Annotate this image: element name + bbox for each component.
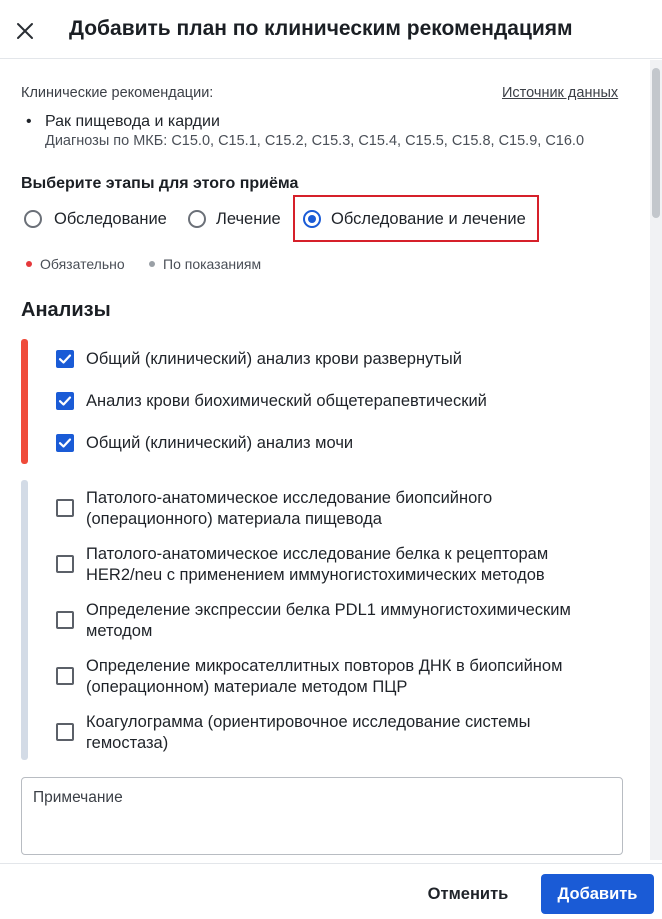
- item-label-line: Определение экспрессии белка PDL1 иммуногистохимическим: [86, 601, 571, 619]
- stages-title: Выберите этапы для этого приёма: [21, 175, 299, 192]
- item-label: Анализ крови биохимический общетерапевтический: [86, 392, 487, 410]
- checkbox-unchecked[interactable]: [56, 667, 74, 685]
- radio-label: Обследование и лечение: [331, 210, 526, 228]
- checkbox-checked[interactable]: [56, 392, 74, 410]
- dialog-footer: [0, 863, 662, 919]
- item-label-line: гемостаза): [86, 734, 169, 752]
- close-icon[interactable]: [13, 19, 37, 43]
- checkbox-unchecked[interactable]: [56, 611, 74, 629]
- optional-dot-icon: [149, 261, 155, 267]
- data-source-link[interactable]: Источник данных: [502, 85, 619, 101]
- item-label-line: Патолого-анатомическое исследование биопсийного: [86, 489, 493, 507]
- item-label-line: Патолого-анатомическое исследование белка к рецепторам: [86, 545, 549, 563]
- checkbox-checked[interactable]: [56, 434, 74, 452]
- diagnoses-text: Диагнозы по МКБ: C15.0, C15.1, C15.2, C15.3, C15.4, C15.5, C15.8, C15.9, C16.0: [45, 133, 585, 149]
- checkbox-unchecked[interactable]: [56, 499, 74, 517]
- item-label-line: Коагулограмма (ориентировочное исследование системы: [86, 713, 531, 731]
- item-label: Общий (клинический) анализ крови развернутый: [86, 350, 462, 368]
- radio-label: Обследование: [54, 210, 167, 228]
- radio-label: Лечение: [216, 210, 281, 228]
- item-label: [86, 712, 530, 754]
- item-label-line: Определение микросателлитных повторов ДНК в биопсийном: [86, 657, 563, 675]
- legend-optional: [149, 256, 261, 272]
- recommendations-label: Клинические рекомендации:: [21, 85, 214, 101]
- add-button[interactable]: Добавить: [541, 874, 654, 914]
- dialog-title: Добавить план по клиническим рекомендациям: [69, 17, 573, 40]
- item-label-line: (операционного) материала пищевода: [86, 510, 382, 528]
- item-label: [86, 488, 492, 530]
- checkbox-unchecked[interactable]: [56, 555, 74, 573]
- checkbox-checked[interactable]: [56, 350, 74, 368]
- required-bar: [21, 339, 28, 464]
- cancel-button[interactable]: Отменить: [427, 884, 509, 903]
- note-placeholder: Примечание: [33, 789, 123, 806]
- item-label-line: методом: [86, 622, 153, 640]
- item-label-line: HER2/neu с применением иммуногистохимических методов: [86, 566, 545, 584]
- note-textarea[interactable]: [21, 777, 623, 855]
- radio-button-selected[interactable]: [303, 210, 321, 228]
- item-label: [86, 600, 571, 642]
- item-label: Общий (клинический) анализ мочи: [86, 434, 354, 452]
- item-label: [86, 656, 562, 698]
- scrollbar-thumb[interactable]: [652, 68, 660, 218]
- checkbox-unchecked[interactable]: [56, 723, 74, 741]
- legend-optional-label: По показаниям: [163, 256, 262, 272]
- radio-button[interactable]: [188, 210, 206, 228]
- scrollbar[interactable]: [650, 60, 662, 860]
- legend-required-label: Обязательно: [40, 256, 125, 272]
- legend-required: [26, 256, 125, 272]
- required-dot-icon: [26, 261, 32, 267]
- recommendation-name: Рак пищевода и кардии: [45, 113, 220, 130]
- bullet-icon: •: [26, 113, 32, 130]
- dialog-header: [0, 0, 662, 59]
- analyses-title: Анализы: [21, 299, 111, 321]
- item-label: [86, 544, 548, 586]
- radio-button[interactable]: [24, 210, 42, 228]
- dialog-body: [0, 60, 650, 860]
- optional-bar: [21, 480, 28, 760]
- item-label-line: (операционном) материале методом ПЦР: [86, 678, 408, 696]
